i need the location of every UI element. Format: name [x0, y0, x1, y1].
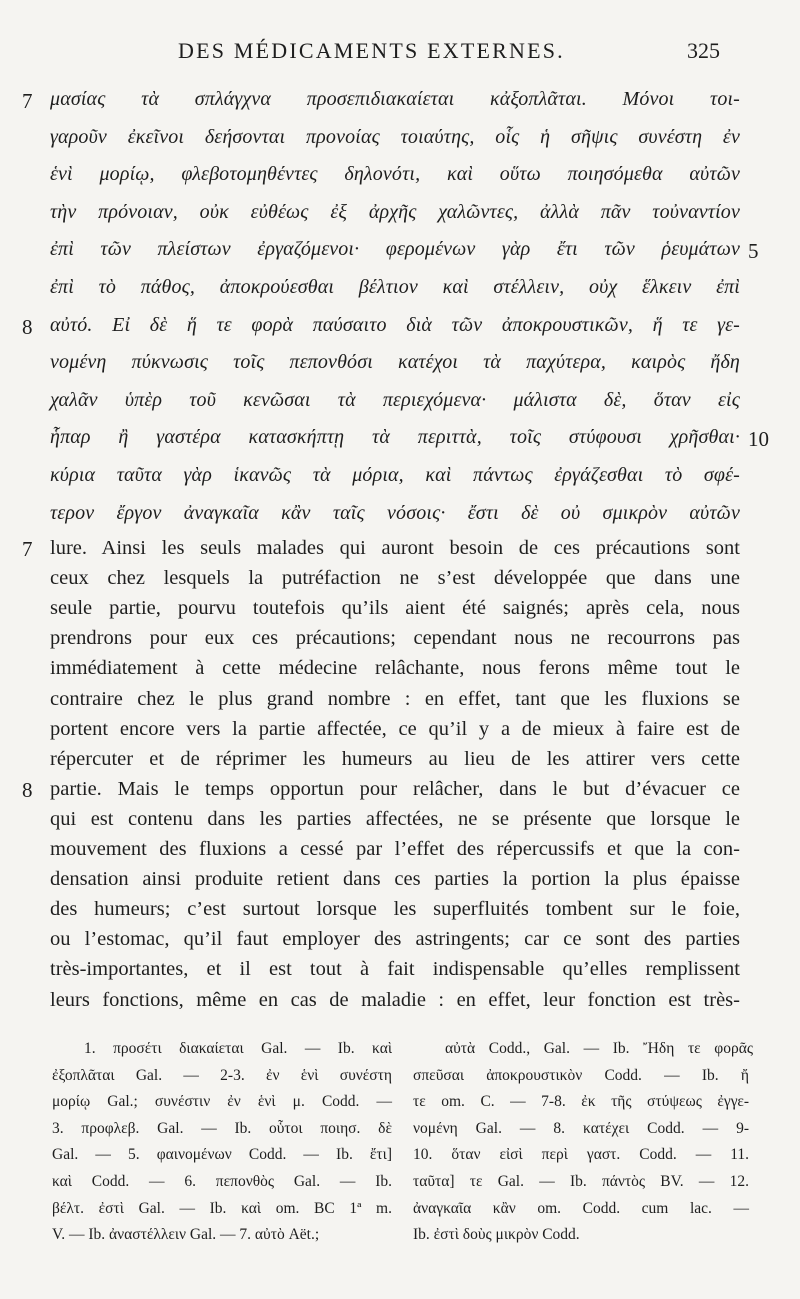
greek-line-text: κύρια ταῦτα γὰρ ἱκανῶς τὰ μόρια, καὶ πάντως ἐργάζεσθαι τὸ σφέ-	[50, 464, 740, 486]
greek-line-text: μασίας τὰ σπλάγχνα προσεπιδιακαίεται κἀξοπλᾶται. Μόνοι τοι-	[50, 88, 740, 110]
footnote-line: 10. ὅταν εἰσὶ περὶ γαστ. Codd. — 11.	[413, 1146, 749, 1164]
footnote-line: σπεῦσαι ἀποκρουστικὸν Codd. — Ib. ἤ	[413, 1066, 749, 1084]
footnote-line: νομένη Gal. — 8. κατέχει Codd. — 9-	[413, 1119, 749, 1137]
french-line-text: portent encore vers la partie affectée, ce qu’il y a de mieux à faire est de	[50, 717, 740, 740]
footnote-line: καὶ Codd. — 6. πεπονθὸς Gal. — Ib.	[52, 1173, 392, 1190]
footnote-line: 1. προσέτι διακαίεται Gal. — Ib. καὶ	[84, 1040, 392, 1057]
greek-line-text: τὴν πρόνοιαν, οὐκ εὐθέως ἐξ ἀρχῆς χαλῶντες, ἀλλὰ πᾶν τοὐναντίον	[50, 200, 740, 223]
page-number: 325	[687, 38, 720, 63]
french-line-text: densation ainsi produite retient dans ces parties la portion la plus épaisse	[50, 868, 740, 891]
french-line-text: très-importantes, et il est tout à fait indispensable qu’elles remplissent	[50, 958, 740, 981]
french-line-text: mouvement des fluxions a cessé par l’effet des répercussifs et que la con-	[50, 838, 740, 860]
french-line-text: immédiatement à cette médecine relâchante, nous ferons même tout le	[50, 657, 740, 680]
greek-line-text: χαλᾶν ὑπὲρ τοῦ κενῶσαι τὰ περιεχόμενα· μάλιστα δὲ, ὅταν εἰς	[50, 388, 740, 411]
french-line-text: qui est contenu dans les parties affectées, ne se présente que lorsque le	[50, 807, 740, 830]
footnote-line: 3. προφλεβ. Gal. — Ib. οὗτοι ποιησ. δὲ	[52, 1119, 392, 1137]
header-title: DES MÉDICAMENTS EXTERNES.	[178, 38, 565, 63]
french-line-text: des humeurs; c’est surtout lorsque les superfluités tombent sur le foie,	[50, 898, 740, 921]
greek-line-text: ἧπαρ ἢ γαστέρα κατασκήπτῃ τὰ περιττὰ, τοῖς στύφουσι χρῆσθαι·	[50, 426, 740, 449]
footnote-line: ἀναγκαῖα κἂν om. Codd. cum lac. —	[413, 1199, 749, 1217]
french-line-text: répercuter et de réprimer les humeurs au lieu de les attirer vers cette	[50, 747, 740, 770]
french-line-text: ceux chez lesquels la putréfaction ne s’est développée que dans une	[50, 567, 740, 590]
line-number: 10	[748, 427, 769, 452]
running-header	[0, 38, 800, 72]
greek-line-text: αὐτό. Εἰ δὲ ἥ τε φορὰ παύσαιτο διὰ τῶν ἀποκρουστικῶν, ἥ τε γε-	[50, 313, 740, 336]
footnote-line: αὐτὰ Codd., Gal. — Ib. Ἤδη τε φορᾶς	[445, 1040, 753, 1057]
french-line-text: lure. Ainsi les seuls malades qui auront besoin de ces précautions sont	[50, 537, 740, 559]
french-line-text: leurs fonctions, même en cas de maladie : en effet, leur fonction est très-	[50, 988, 740, 1011]
french-line-text: contraire chez le plus grand nombre : en effet, tant que les fluxions se	[50, 687, 740, 710]
greek-line-text: γαροῦν ἐκεῖνοι δεήσονται προνοίας τοιαύτης, οἷς ἡ σῆψις συνέστη ἐν	[50, 125, 740, 148]
line-number: 5	[748, 239, 759, 264]
footnote-line: Gal. — 5. φαινομένων Codd. — Ib. ἔτι]	[52, 1146, 392, 1164]
footnote-line: ἐξοπλᾶται Gal. — 2-3. ἐν ἑνὶ συνέστη	[52, 1066, 392, 1084]
french-line-text: ou l’estomac, qu’il faut employer des astringents; car ce sont des parties	[50, 928, 740, 951]
french-line-text: prendrons pour eux ces précautions; cependant nous ne recourrons pas	[50, 627, 740, 650]
footnote-line: ταῦτα] τε Gal. — Ib. πάντὸς BV. — 12.	[413, 1173, 749, 1190]
french-line-text: seule partie, pourvu toutefois qu’ils aient été saignés; après cela, nous	[50, 597, 740, 620]
footnote-line: Ib. ἐστὶ δοὺς μικρὸν Codd.	[413, 1226, 580, 1244]
paragraph-number: 7	[22, 537, 33, 561]
footnote-line: τε om. C. — 7-8. ἐκ τῆς στύψεως ἐγγε-	[413, 1093, 749, 1111]
footnote-line: βέλτ. ἐστὶ Gal. — Ib. καὶ om. BC 1ª m.	[52, 1199, 392, 1217]
paragraph-number: 8	[22, 314, 33, 339]
greek-line-text: τερον ἔργον ἀναγκαῖα κἂν ταῖς νόσοις· ἔστι δὲ οὐ σμικρὸν αὐτῶν	[50, 501, 740, 524]
greek-line-text: ἐπὶ τῶν πλείστων ἐργαζόμενοι· φερομένων γὰρ ἔτι τῶν ῥευμάτων	[50, 238, 740, 261]
footnote-line: V. — Ib. ἀναστέλλειν Gal. — 7. αὐτὸ Aët.;	[52, 1226, 320, 1244]
french-line-text: partie. Mais le temps opportun pour relâcher, dans le but d’évacuer ce	[50, 777, 740, 800]
greek-line-text: νομένη πύκνωσις τοῖς πεπονθόσι κατέχοι τὰ παχύτερα, καιρὸς ἤδη	[50, 351, 740, 374]
greek-line-text: ἐπὶ τὸ πάθος, ἀποκρούεσθαι βέλτιον καὶ στέλλειν, οὐχ ἕλκειν ἐπὶ	[50, 276, 740, 298]
greek-line-text: ἑνὶ μορίῳ, φλεβοτομηθέντες δηλονότι, καὶ οὕτω ποιησόμεθα αὐτῶν	[50, 163, 740, 186]
paragraph-number: 7	[22, 89, 33, 113]
paragraph-number: 8	[22, 777, 33, 802]
footnote-line: μορίῳ Gal.; συνέστιν ἐν ἑνὶ μ. Codd. —	[52, 1093, 392, 1111]
